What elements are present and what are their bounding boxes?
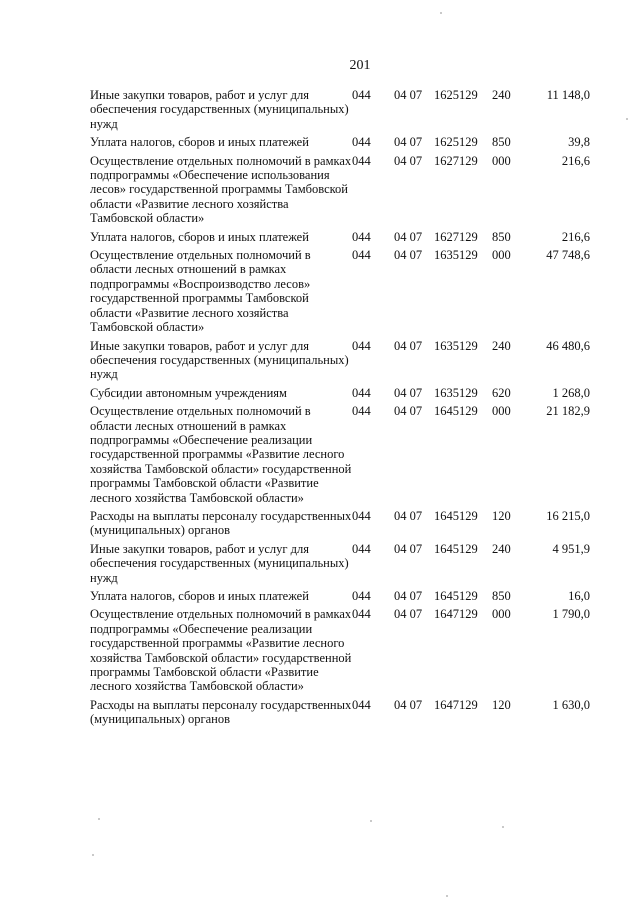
expense-name: Уплата налогов, сборов и иных платежей xyxy=(90,229,309,244)
expense-type-code: 000 xyxy=(492,153,511,168)
section-code: 04 07 xyxy=(393,541,423,556)
ministry-code: 044 xyxy=(352,697,371,712)
expense-name: Иные закупки товаров, работ и услуг для обеспечения государственных (муниципальных) нужд xyxy=(90,541,349,585)
amount: 11 148,0 xyxy=(546,88,590,102)
section-code: 04 07 xyxy=(393,697,423,712)
amount: 1 630,0 xyxy=(552,697,590,712)
expense-type-code: 000 xyxy=(492,404,511,419)
section-code: 04 07 xyxy=(393,88,423,102)
table-row xyxy=(90,88,590,131)
table-row xyxy=(90,404,590,505)
amount: 47 748,6 xyxy=(546,248,590,263)
target-article-code: 1647129 xyxy=(434,697,478,712)
ministry-code: 044 xyxy=(352,153,371,168)
expense-type-code: 240 xyxy=(492,541,511,556)
table-row xyxy=(90,135,590,149)
amount: 4 951,9 xyxy=(552,541,590,556)
ministry-code: 044 xyxy=(352,135,371,150)
expense-type-code: 000 xyxy=(492,248,511,263)
table-row xyxy=(90,698,590,727)
expense-type-code: 120 xyxy=(492,508,511,523)
ministry-code: 044 xyxy=(352,338,371,353)
expense-name: Иные закупки товаров, работ и услуг для обеспечения государственных (муниципальных) нужд xyxy=(90,88,349,131)
table-row xyxy=(90,509,590,538)
amount: 21 182,9 xyxy=(546,404,590,419)
expense-type-code: 240 xyxy=(492,338,511,353)
scan-speck xyxy=(626,118,628,120)
table-row xyxy=(90,230,590,244)
section-code: 04 07 xyxy=(393,248,423,263)
expense-type-code: 000 xyxy=(492,607,511,622)
section-code: 04 07 xyxy=(393,229,423,244)
ministry-code: 044 xyxy=(352,88,371,102)
expense-name: Уплата налогов, сборов и иных платежей xyxy=(90,589,309,603)
target-article-code: 1627129 xyxy=(434,153,478,168)
scan-speck xyxy=(370,820,372,822)
expense-name: Расходы на выплаты персоналу государственных (муниципальных) органов xyxy=(90,697,352,727)
page-number: 201 xyxy=(349,58,371,73)
target-article-code: 1645129 xyxy=(434,589,478,603)
section-code: 04 07 xyxy=(393,385,423,400)
section-code: 04 07 xyxy=(393,135,423,150)
target-article-code: 1625129 xyxy=(434,135,478,150)
table-row xyxy=(90,154,590,226)
expense-name: Осуществление отдельных полномочий в области лесных отношений в рамках подпрограммы «Обеспечение реализации государственной программы «Развитие лесного хозяйства Тамбовской области» государственной программы Тамбовской области «Развитие лесного хозяйства Тамбовской области» xyxy=(90,404,352,505)
expense-name: Субсидии автономным учреждениям xyxy=(90,385,287,400)
table-row xyxy=(90,542,590,585)
budget-table xyxy=(90,88,590,731)
expense-type-code: 120 xyxy=(492,697,511,712)
amount: 16 215,0 xyxy=(546,508,590,523)
target-article-code: 1645129 xyxy=(434,508,478,523)
amount: 1 790,0 xyxy=(552,607,590,622)
section-code: 04 07 xyxy=(393,589,423,603)
expense-name: Иные закупки товаров, работ и услуг для обеспечения государственных (муниципальных) нужд xyxy=(90,338,349,382)
expense-type-code: 850 xyxy=(492,135,511,150)
target-article-code: 1635129 xyxy=(434,248,478,263)
amount: 39,8 xyxy=(568,135,590,150)
table-row xyxy=(90,339,590,382)
target-article-code: 1625129 xyxy=(434,88,478,102)
ministry-code: 044 xyxy=(352,385,371,400)
scan-speck xyxy=(440,12,442,14)
table-row xyxy=(90,607,590,693)
ministry-code: 044 xyxy=(352,229,371,244)
scan-speck xyxy=(502,826,504,828)
expense-type-code: 620 xyxy=(492,385,511,400)
amount: 1 268,0 xyxy=(552,385,590,400)
section-code: 04 07 xyxy=(393,404,423,419)
scan-speck xyxy=(98,818,100,820)
section-code: 04 07 xyxy=(393,153,423,168)
target-article-code: 1645129 xyxy=(434,541,478,556)
ministry-code: 044 xyxy=(352,589,371,603)
target-article-code: 1645129 xyxy=(434,404,478,419)
scan-speck xyxy=(446,895,448,897)
ministry-code: 044 xyxy=(352,541,371,556)
expense-type-code: 850 xyxy=(492,229,511,244)
ministry-code: 044 xyxy=(352,404,371,419)
expense-name: Осуществление отдельных полномочий в области лесных отношений в рамках подпрограммы «Воспроизводство лесов» государственной программы Тамбовской области «Развитие лесного хозяйства Тамбовской области» xyxy=(90,248,311,335)
section-code: 04 07 xyxy=(393,338,423,353)
expense-name: Осуществление отдельных полномочий в рамках подпрограммы «Обеспечение использования лесов» государственной программы Тамбовской области «Развитие лесного хозяйства Тамбовской области» xyxy=(90,153,352,226)
amount: 216,6 xyxy=(561,229,590,244)
ministry-code: 044 xyxy=(352,607,371,622)
target-article-code: 1647129 xyxy=(434,607,478,622)
target-article-code: 1627129 xyxy=(434,229,478,244)
scan-speck xyxy=(92,854,94,856)
section-code: 04 07 xyxy=(393,508,423,523)
target-article-code: 1635129 xyxy=(434,338,478,353)
expense-type-code: 240 xyxy=(492,88,511,102)
expense-name: Расходы на выплаты персоналу государственных (муниципальных) органов xyxy=(90,508,352,538)
table-row xyxy=(90,589,590,603)
target-article-code: 1635129 xyxy=(434,385,478,400)
table-row xyxy=(90,386,590,400)
amount: 16,0 xyxy=(568,589,590,603)
amount: 216,6 xyxy=(561,153,590,168)
table-row xyxy=(90,248,590,334)
expense-type-code: 850 xyxy=(492,589,511,603)
expense-name: Осуществление отдельных полномочий в рамках подпрограммы «Обеспечение реализации государственной программы «Развитие лесного хозяйства Тамбовской области» государственной программы Тамбовской области «Развитие лесного хозяйства Тамбовской области» xyxy=(90,607,352,694)
section-code: 04 07 xyxy=(393,607,423,622)
expense-name: Уплата налогов, сборов и иных платежей xyxy=(90,135,309,150)
ministry-code: 044 xyxy=(352,248,371,263)
amount: 46 480,6 xyxy=(546,338,590,353)
ministry-code: 044 xyxy=(352,508,371,523)
